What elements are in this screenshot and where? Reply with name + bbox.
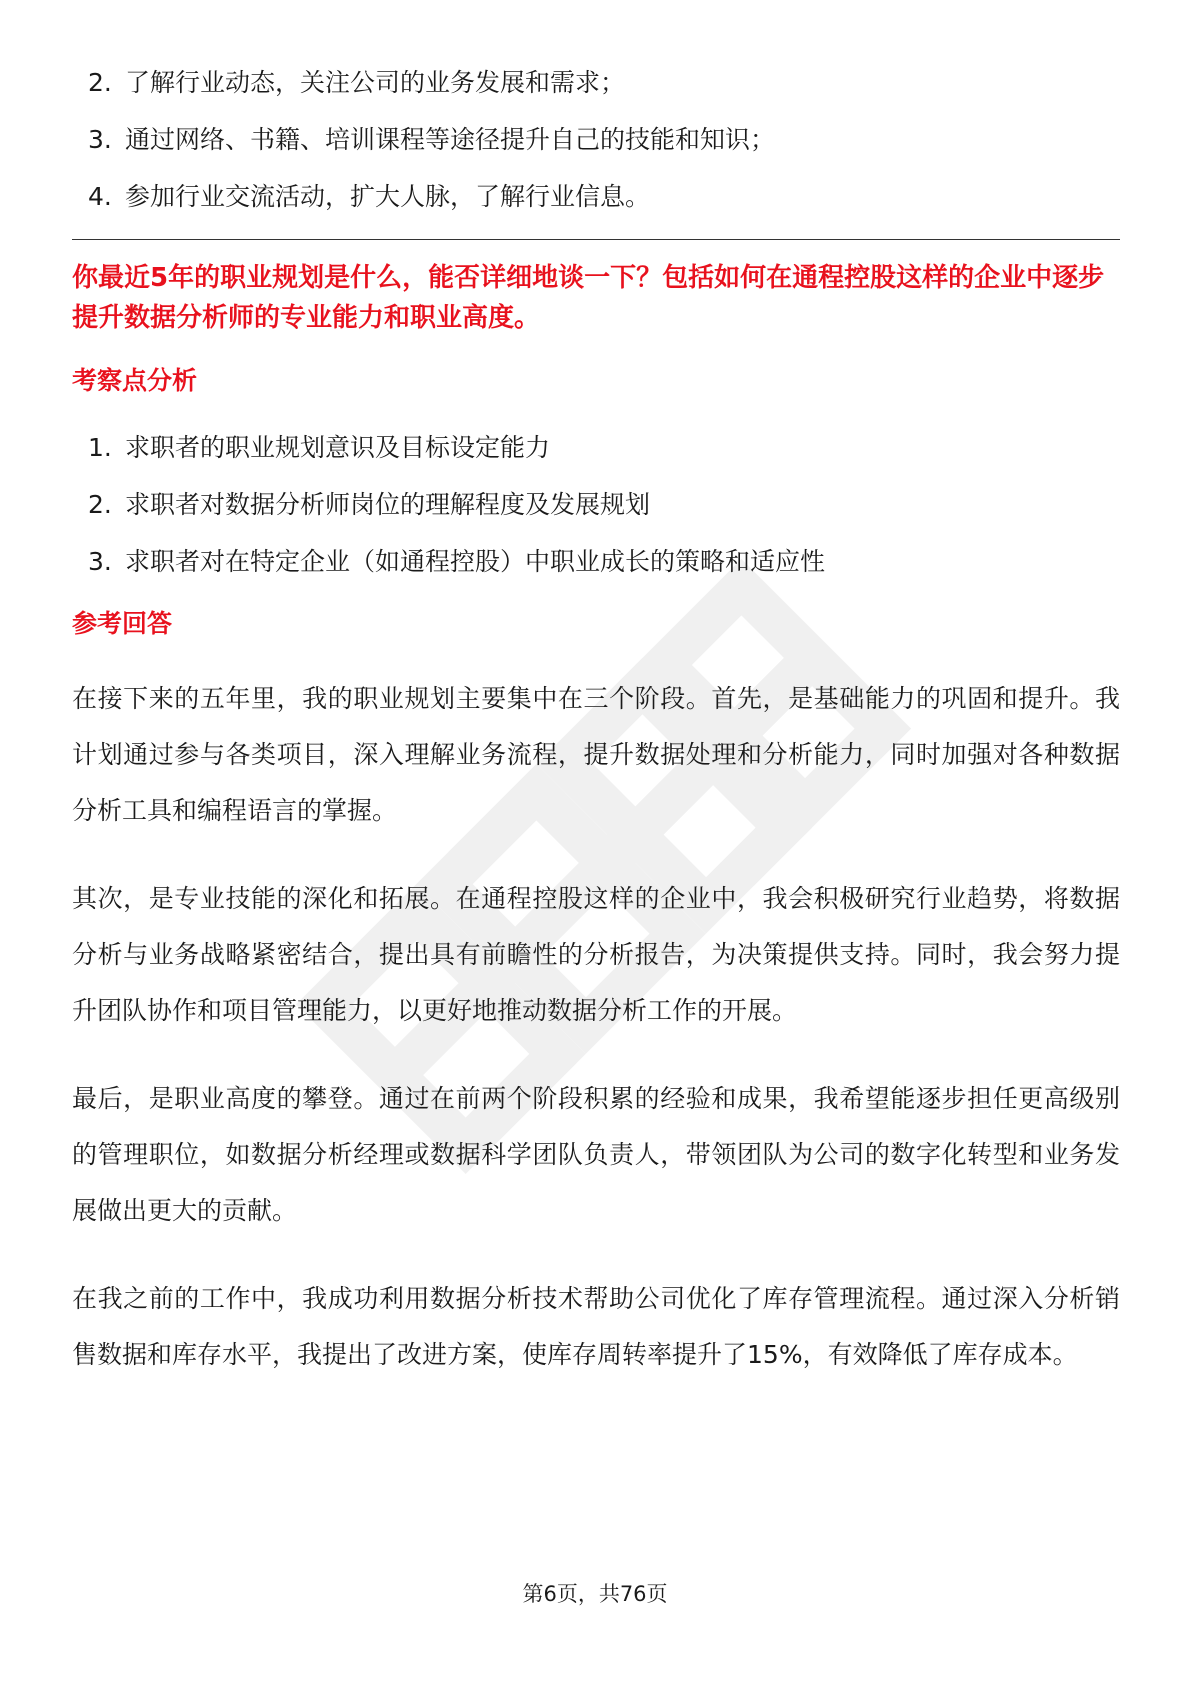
answer-paragraph: 在我之前的工作中，我成功利用数据分析技术帮助公司优化了库存管理流程。通过深入分析销售数据和库存水平，我提出了改进方案，使库存周转率提升了15%，有效降低了库存成本。 <box>72 1284 1120 1369</box>
analysis-heading: 考察点分析 <box>72 366 198 395</box>
section-divider <box>72 239 1120 240</box>
content-area <box>72 68 1120 1415</box>
list-number: 2. <box>88 68 112 97</box>
list-number: 3. <box>88 125 112 154</box>
analysis-list <box>72 433 1120 577</box>
list-item <box>72 490 1120 520</box>
list-item <box>72 182 1120 212</box>
answer-paragraph: 在接下来的五年里，我的职业规划主要集中在三个阶段。首先，是基础能力的巩固和提升。我计划通过参与各类项目，深入理解业务流程，提升数据处理和分析能力，同时加强对各种数据分析工具和编程语言的掌握。 <box>72 684 1120 825</box>
continued-list <box>72 68 1120 212</box>
list-number: 3. <box>88 547 112 576</box>
list-text: 通过网络、书籍、培训课程等途径提升自己的技能和知识； <box>125 125 776 154</box>
list-item <box>72 68 1120 98</box>
list-text: 了解行业动态，关注公司的业务发展和需求； <box>125 68 626 97</box>
list-text: 参加行业交流活动，扩大人脉，了解行业信息。 <box>125 182 651 211</box>
list-number: 1. <box>88 433 112 462</box>
list-item <box>72 125 1120 155</box>
list-number: 2. <box>88 490 112 519</box>
list-item <box>72 547 1120 577</box>
answer-paragraph: 最后，是职业高度的攀登。通过在前两个阶段积累的经验和成果，我希望能逐步担任更高级别的管理职位，如数据分析经理或数据科学团队负责人，带领团队为公司的数字化转型和业务发展做出更大的贡献。 <box>72 1084 1120 1225</box>
answer-paragraph: 其次，是专业技能的深化和拓展。在通程控股这样的企业中，我会积极研究行业趋势，将数据分析与业务战略紧密结合，提出具有前瞻性的分析报告，为决策提供支持。同时，我会努力提升团队协作和项目管理能力，以更好地推动数据分析工作的开展。 <box>72 884 1120 1025</box>
page-footer: 第6页，共76页 <box>522 1582 668 1606</box>
list-text: 求职者对数据分析师岗位的理解程度及发展规划 <box>125 490 651 519</box>
list-number: 4. <box>88 182 112 211</box>
list-item <box>72 433 1120 463</box>
list-text: 求职者对在特定企业（如通程控股）中职业成长的策略和适应性 <box>125 547 826 576</box>
list-text: 求职者的职业规划意识及目标设定能力 <box>125 433 551 462</box>
answer-heading: 参考回答 <box>72 609 173 638</box>
interview-question: 你最近5年的职业规划是什么，能否详细地谈一下？包括如何在通程控股这样的企业中逐步提升数据分析师的专业能力和职业高度。 <box>72 263 1105 333</box>
